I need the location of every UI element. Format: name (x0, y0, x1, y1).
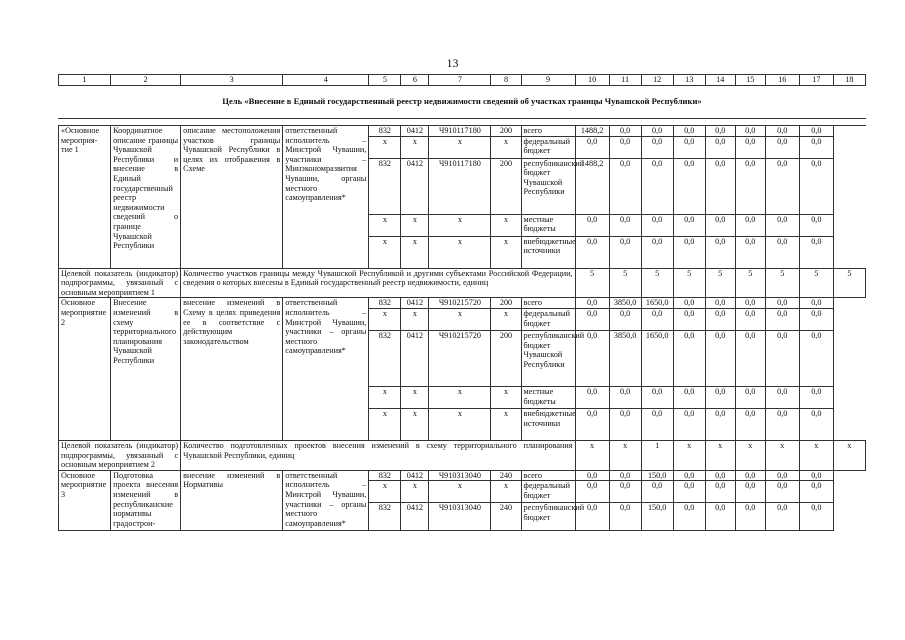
value-cell: 0,0 (735, 298, 765, 309)
value-cell: 0,0 (641, 126, 673, 137)
value-cell: x (429, 236, 491, 268)
event-name: Основное мероприятие 2 (59, 298, 111, 441)
value-cell: Ч910215720 (429, 298, 491, 309)
value-cell: 0,0 (609, 503, 641, 531)
value-cell: 0,0 (609, 236, 641, 268)
value-cell: 0,0 (799, 386, 833, 408)
value-cell: Ч910313040 (429, 503, 491, 531)
value-cell: 0,0 (609, 408, 641, 440)
value-cell: 0,0 (705, 158, 735, 214)
value-cell: 0,0 (735, 408, 765, 440)
column-number: 13 (673, 75, 705, 86)
value-cell: 0,0 (705, 408, 735, 440)
value-cell: 0,0 (799, 136, 833, 158)
indicator-value: 5 (575, 268, 609, 298)
value-cell: 0,0 (575, 408, 609, 440)
value-cell: 0,0 (799, 470, 833, 481)
funding-source: местные бюджеты (521, 386, 575, 408)
event-name: «Основное мероприя-тие 1 (59, 126, 111, 269)
value-cell: 200 (491, 126, 521, 137)
value-cell: 0,0 (799, 298, 833, 309)
value-cell: 0,0 (735, 470, 765, 481)
value-cell: 0,0 (673, 308, 705, 330)
column-number: 2 (111, 75, 181, 86)
value-cell: 0,0 (673, 386, 705, 408)
column-number: 15 (735, 75, 765, 86)
value-cell: 0,0 (609, 214, 641, 236)
value-cell: 1488,2 (575, 158, 609, 214)
value-cell: x (401, 481, 429, 503)
value-cell: 0,0 (575, 236, 609, 268)
value-cell: 0,0 (609, 470, 641, 481)
funding-source: местные бюджеты (521, 214, 575, 236)
value-cell: 0,0 (673, 126, 705, 137)
value-cell: 0,0 (799, 236, 833, 268)
value-cell: x (401, 308, 429, 330)
value-cell: 0,0 (735, 214, 765, 236)
value-cell: x (429, 308, 491, 330)
value-cell: 832 (369, 126, 401, 137)
value-cell: 1650,0 (641, 298, 673, 309)
indicator-text: Количество подготовленных проектов внесения изменений в схему территориального планирования Чувашской Республики, единиц (181, 440, 575, 470)
event-description: Координатное описание границы Чувашской Республики и внесение в Единый государственный реестр недвижимости сведений о границе Чувашской Республики (111, 126, 181, 269)
event1-row (59, 126, 866, 137)
value-cell: Ч910117180 (429, 158, 491, 214)
column-number: 10 (575, 75, 609, 86)
value-cell: 3850,0 (609, 298, 641, 309)
value-cell: 832 (369, 470, 401, 481)
value-cell: 0,0 (575, 481, 609, 503)
value-cell: 0,0 (765, 136, 799, 158)
funding-source: федеральный бюджет (521, 308, 575, 330)
value-cell: 0,0 (609, 481, 641, 503)
value-cell: 0,0 (765, 126, 799, 137)
value-cell: 0,0 (735, 158, 765, 214)
value-cell: 0,0 (705, 298, 735, 309)
value-cell: 0,0 (641, 136, 673, 158)
value-cell: 0,0 (705, 330, 735, 386)
value-cell: x (429, 214, 491, 236)
event-result: описание местоположения участков границы Чувашской Республики в целях их отображения в Схеме (181, 126, 283, 269)
column-number: 5 (369, 75, 401, 86)
value-cell: x (491, 481, 521, 503)
value-cell: 0,0 (673, 408, 705, 440)
value-cell: 0,0 (641, 308, 673, 330)
value-cell: 0412 (401, 503, 429, 531)
value-cell: 0,0 (705, 386, 735, 408)
indicator-value: 5 (641, 268, 673, 298)
value-cell: x (491, 236, 521, 268)
value-cell: 0,0 (799, 308, 833, 330)
column-number: 8 (491, 75, 521, 86)
indicator-value: x (799, 440, 833, 470)
value-cell: Ч910117180 (429, 126, 491, 137)
value-cell: 3850,0 (609, 330, 641, 386)
spacer (59, 119, 866, 126)
value-cell: Ч910215720 (429, 330, 491, 386)
indicator-value: 5 (799, 268, 833, 298)
indicator-value: x (673, 440, 705, 470)
value-cell: x (429, 386, 491, 408)
value-cell: 150,0 (641, 470, 673, 481)
value-cell: 0,0 (609, 126, 641, 137)
value-cell: 0,0 (799, 330, 833, 386)
funding-source: внебюджетные источники (521, 408, 575, 440)
indicator2-row (59, 440, 866, 470)
value-cell: 0,0 (575, 503, 609, 531)
funding-source: республиканский бюджет Чувашской Республики (521, 330, 575, 386)
value-cell: 0,0 (765, 298, 799, 309)
funding-source: федеральный бюджет (521, 136, 575, 158)
value-cell: 0,0 (673, 330, 705, 386)
value-cell: 240 (491, 503, 521, 531)
value-cell: 0,0 (799, 503, 833, 531)
value-cell: 0,0 (705, 236, 735, 268)
value-cell: x (401, 408, 429, 440)
column-number: 1 (59, 75, 111, 86)
value-cell: 1488,2 (575, 126, 609, 137)
indicator-label: Целевой показатель (индикатор) подпрограммы, увязанный с основным мероприятием 1 (59, 268, 181, 298)
value-cell: 0412 (401, 158, 429, 214)
event3-row (59, 470, 866, 481)
value-cell: 0,0 (765, 481, 799, 503)
value-cell: 0,0 (705, 503, 735, 531)
value-cell: 0,0 (673, 470, 705, 481)
indicator-value: x (575, 440, 609, 470)
value-cell: Ч910313040 (429, 470, 491, 481)
indicator-value: x (705, 440, 735, 470)
event-description: Внесение изменений в схему территориального планирования Чувашской Республики (111, 298, 181, 441)
value-cell: x (401, 136, 429, 158)
column-number: 7 (429, 75, 491, 86)
value-cell: 0,0 (705, 136, 735, 158)
value-cell: 832 (369, 158, 401, 214)
event-executor: ответственный исполнитель – Минстрой Чувашии, участники – органы местного самоуправления* (283, 470, 369, 531)
indicator-value: 5 (673, 268, 705, 298)
value-cell: 0,0 (799, 481, 833, 503)
event-executor: ответственный исполнитель – Минстрой Чувашии, участники – органы местного самоуправления* (283, 298, 369, 441)
goal-row (59, 86, 866, 119)
value-cell: 0,0 (765, 386, 799, 408)
value-cell: 0,0 (575, 214, 609, 236)
funding-source: внебюджетные источники (521, 236, 575, 268)
value-cell: 0412 (401, 330, 429, 386)
value-cell: 0,0 (673, 158, 705, 214)
value-cell: 832 (369, 330, 401, 386)
value-cell: x (491, 136, 521, 158)
value-cell: 0,0 (705, 470, 735, 481)
value-cell: 0,0 (609, 308, 641, 330)
event-name: Основное мероприятие 3 (59, 470, 111, 531)
value-cell: x (401, 386, 429, 408)
event2-row (59, 298, 866, 309)
value-cell: 0,0 (609, 386, 641, 408)
value-cell: x (429, 408, 491, 440)
value-cell: x (369, 214, 401, 236)
event-result: внесение изменений в Схему в целях приведения ее в соответствие с действующим законодательством (181, 298, 283, 441)
value-cell: x (369, 236, 401, 268)
indicator-value: 5 (833, 268, 865, 298)
value-cell: 0,0 (799, 408, 833, 440)
value-cell: x (369, 136, 401, 158)
value-cell: x (491, 214, 521, 236)
value-cell: 0,0 (673, 503, 705, 531)
value-cell: 0,0 (673, 236, 705, 268)
event-description: Подготовка проекта внесения изменений в республиканские нормативы градострои- (111, 470, 181, 531)
value-cell: x (369, 386, 401, 408)
value-cell: x (369, 408, 401, 440)
value-cell: 0,0 (735, 308, 765, 330)
value-cell: 0,0 (765, 330, 799, 386)
page-number: 13 (446, 56, 459, 70)
indicator-value: 5 (705, 268, 735, 298)
value-cell: 0,0 (641, 214, 673, 236)
value-cell: 0,0 (735, 236, 765, 268)
value-cell: 0,0 (735, 503, 765, 531)
value-cell: 240 (491, 470, 521, 481)
value-cell: 0,0 (641, 481, 673, 503)
value-cell: 0,0 (735, 136, 765, 158)
funding-source: всего (521, 470, 575, 481)
value-cell: 0412 (401, 470, 429, 481)
value-cell: 0,0 (799, 158, 833, 214)
value-cell: 150,0 (641, 503, 673, 531)
value-cell: x (491, 308, 521, 330)
column-number: 12 (641, 75, 673, 86)
column-number: 14 (705, 75, 735, 86)
value-cell: x (369, 308, 401, 330)
value-cell: 0,0 (575, 298, 609, 309)
funding-source: всего (521, 298, 575, 309)
value-cell: 0,0 (705, 126, 735, 137)
value-cell: 200 (491, 298, 521, 309)
event-result: внесение изменений в Нормативы (181, 470, 283, 531)
value-cell: 0,0 (575, 386, 609, 408)
value-cell: x (429, 481, 491, 503)
funding-source: республиканский бюджет Чувашской Республики (521, 158, 575, 214)
value-cell: 0,0 (641, 386, 673, 408)
value-cell: 1650,0 (641, 330, 673, 386)
column-number: 9 (521, 75, 575, 86)
value-cell: 200 (491, 330, 521, 386)
indicator-value: x (833, 440, 865, 470)
column-number: 11 (609, 75, 641, 86)
value-cell: 0,0 (765, 503, 799, 531)
value-cell: 0,0 (765, 214, 799, 236)
value-cell: 0412 (401, 126, 429, 137)
funding-source: федеральный бюджет (521, 481, 575, 503)
program-table (58, 74, 866, 531)
indicator-label: Целевой показатель (индикатор) подпрограммы, увязанный с основным мероприятием 2 (59, 440, 181, 470)
indicator-text: Количество участков границы между Чувашской Республикой и другими субъектами Российской Федерации, сведения о которых внесены в Единый государственный реестр недвижимости, единиц (181, 268, 575, 298)
value-cell: 0,0 (735, 386, 765, 408)
value-cell: 200 (491, 158, 521, 214)
value-cell: x (491, 386, 521, 408)
value-cell: 0,0 (765, 308, 799, 330)
indicator1-row (59, 268, 866, 298)
column-number: 3 (181, 75, 283, 86)
value-cell: 0,0 (765, 158, 799, 214)
value-cell: 0,0 (641, 236, 673, 268)
indicator-value: x (609, 440, 641, 470)
value-cell: 0,0 (765, 408, 799, 440)
value-cell: 0,0 (609, 136, 641, 158)
indicator-value: 1 (641, 440, 673, 470)
value-cell: 0,0 (673, 214, 705, 236)
value-cell: 0,0 (735, 481, 765, 503)
value-cell: x (429, 136, 491, 158)
value-cell: 0,0 (799, 126, 833, 137)
column-number: 16 (765, 75, 799, 86)
column-number: 17 (799, 75, 833, 86)
indicator-value: x (735, 440, 765, 470)
funding-source: республиканский бюджет (521, 503, 575, 531)
value-cell: 0,0 (575, 308, 609, 330)
value-cell: 0,0 (609, 158, 641, 214)
value-cell: x (369, 481, 401, 503)
event-executor: ответственный исполнитель – Минстрой Чувашии, участники – Минэкономразвития Чувашии, органы местного самоуправления* (283, 126, 369, 269)
column-number: 18 (833, 75, 865, 86)
value-cell: x (401, 214, 429, 236)
column-number: 6 (401, 75, 429, 86)
value-cell: x (401, 236, 429, 268)
value-cell: 0,0 (575, 136, 609, 158)
indicator-value: 5 (735, 268, 765, 298)
value-cell: 0,0 (705, 481, 735, 503)
value-cell: 832 (369, 298, 401, 309)
value-cell: 0,0 (673, 298, 705, 309)
goal-title: Цель «Внесение в Единый государственный реестр недвижимости сведений об участках границы Чувашской Республики» (59, 86, 866, 119)
indicator-value: 5 (609, 268, 641, 298)
value-cell: 832 (369, 503, 401, 531)
value-cell: 0,0 (735, 330, 765, 386)
value-cell: 0,0 (765, 470, 799, 481)
value-cell: 0,0 (641, 158, 673, 214)
value-cell: 0,0 (765, 236, 799, 268)
indicator-value: x (765, 440, 799, 470)
value-cell: 0,0 (705, 308, 735, 330)
value-cell: 0,0 (705, 214, 735, 236)
value-cell: 0,0 (575, 470, 609, 481)
funding-source: всего (521, 126, 575, 137)
value-cell: 0,0 (735, 126, 765, 137)
value-cell: 0,0 (673, 481, 705, 503)
value-cell: 0412 (401, 298, 429, 309)
value-cell: x (491, 408, 521, 440)
value-cell: 0,0 (575, 330, 609, 386)
column-number-row (59, 75, 866, 86)
value-cell: 0,0 (799, 214, 833, 236)
spacer-row (59, 119, 866, 126)
indicator-value: 5 (765, 268, 799, 298)
value-cell: 0,0 (641, 408, 673, 440)
value-cell: 0,0 (673, 136, 705, 158)
column-number: 4 (283, 75, 369, 86)
